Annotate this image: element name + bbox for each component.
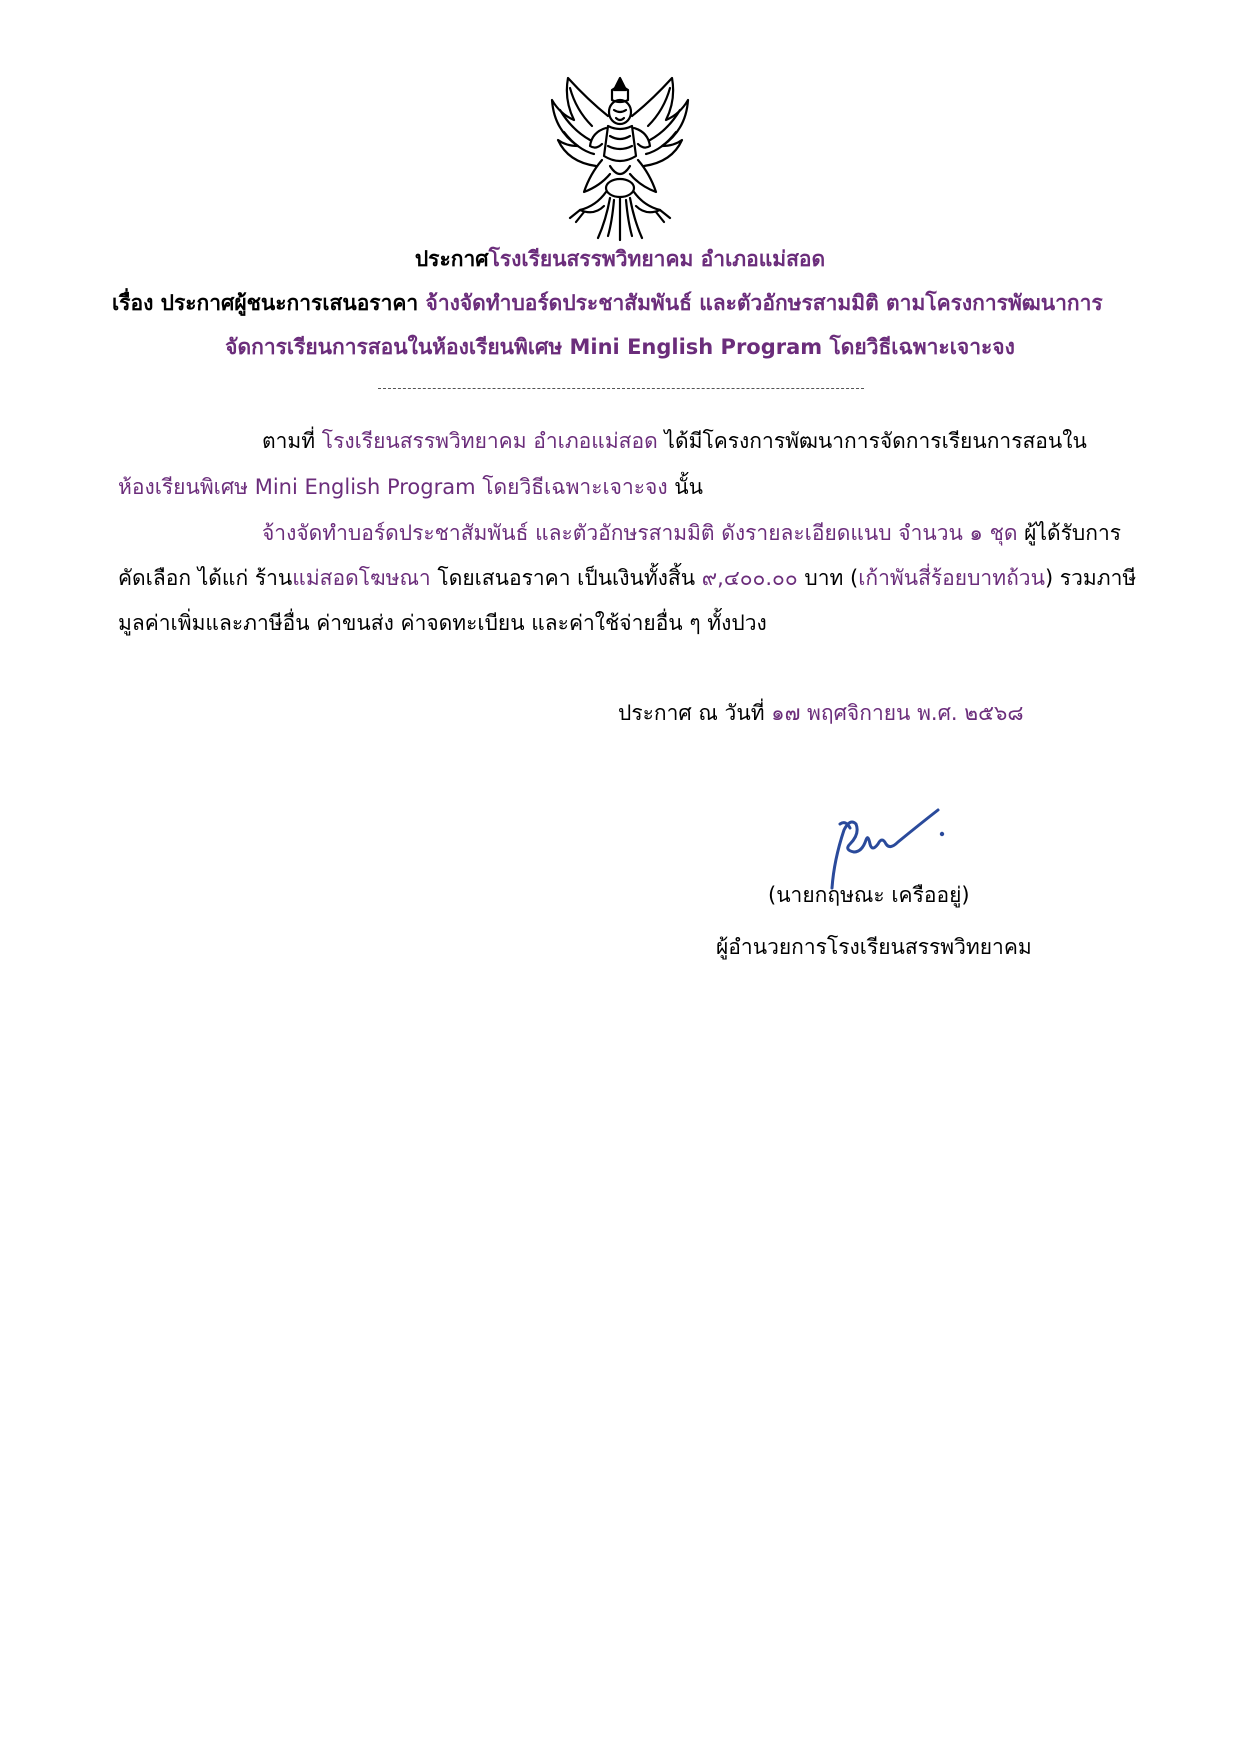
p1-organization: โรงเรียนสรรพวิทยาคม อำเภอแม่สอด	[321, 429, 658, 453]
subject-line-1	[112, 288, 1103, 318]
paragraph-2-line-3: มูลค่าเพิ่มและภาษีอื่น ค่าขนส่ง ค่าจดทะเบียน และค่าใช้จ่ายอื่น ๆ ทั้งปวง	[118, 611, 767, 635]
p1-project: ห้องเรียนพิเศษ Mini English Program โดยวิธีเฉพาะเจาะจง	[118, 475, 668, 499]
p2-line2-mid: โดยเสนอราคา เป็นเงินทั้งสิ้น	[430, 566, 702, 590]
subject-line-2: จัดการเรียนการสอนในห้องเรียนพิเศษ Mini English Program โดยวิธีเฉพาะเจาะจง	[225, 335, 1015, 359]
title-organization: โรงเรียนสรรพวิทยาคม อำเภอแม่สอด	[488, 247, 826, 271]
paragraph-1-line-1	[262, 426, 1087, 456]
p2-vendor: แม่สอดโฆษณา	[292, 566, 431, 590]
p2-amount: ๙,๔๐๐.๐๐	[701, 566, 798, 590]
signatory-position: ผู้อำนวยการโรงเรียนสรรพวิทยาคม	[716, 935, 1032, 959]
p1-prefix: ตามที่	[262, 429, 322, 453]
p2-line2-prefix: คัดเลือก ได้แก่ ร้าน	[118, 566, 293, 590]
paragraph-2-line-2	[118, 563, 1136, 593]
handwritten-signature	[810, 800, 960, 890]
p1-suffix: ได้มีโครงการพัฒนาการจัดการเรียนการสอนใน	[657, 429, 1087, 453]
p2-line2-end: ) รวมภาษี	[1044, 566, 1137, 590]
announcement-date	[618, 698, 1024, 728]
garuda-emblem-icon	[540, 70, 700, 245]
signatory-name: (นายกฤษณะ เครืออยู่)	[768, 883, 970, 907]
p2-suffix: ผู้ได้รับการ	[1017, 521, 1122, 545]
date-value: ๑๗ พฤศจิกายน พ.ศ. ๒๕๖๘	[771, 701, 1024, 725]
paragraph-2-line-1	[262, 518, 1121, 548]
p1-line2-suffix: นั้น	[667, 475, 703, 499]
p2-amount-text: เก้าพันสี่ร้อยบาทถ้วน	[858, 566, 1045, 590]
paragraph-1-line-2	[118, 472, 703, 502]
subject-text-1: จ้างจัดทำบอร์ดประชาสัมพันธ์ และตัวอักษรสามมิติ ตามโครงการพัฒนาการ	[425, 291, 1103, 315]
divider-line	[378, 388, 864, 389]
p2-item: จ้างจัดทำบอร์ดประชาสัมพันธ์ และตัวอักษรสามมิติ ดังรายละเอียดแนบ จำนวน ๑ ชุด	[262, 521, 1018, 545]
date-label: ประกาศ ณ วันที่	[618, 701, 772, 725]
announcement-title	[0, 244, 1240, 274]
p2-baht: บาท (	[797, 566, 859, 590]
subject-label: เรื่อง ประกาศผู้ชนะการเสนอราคา	[112, 291, 426, 315]
title-prefix: ประกาศ	[414, 247, 489, 271]
